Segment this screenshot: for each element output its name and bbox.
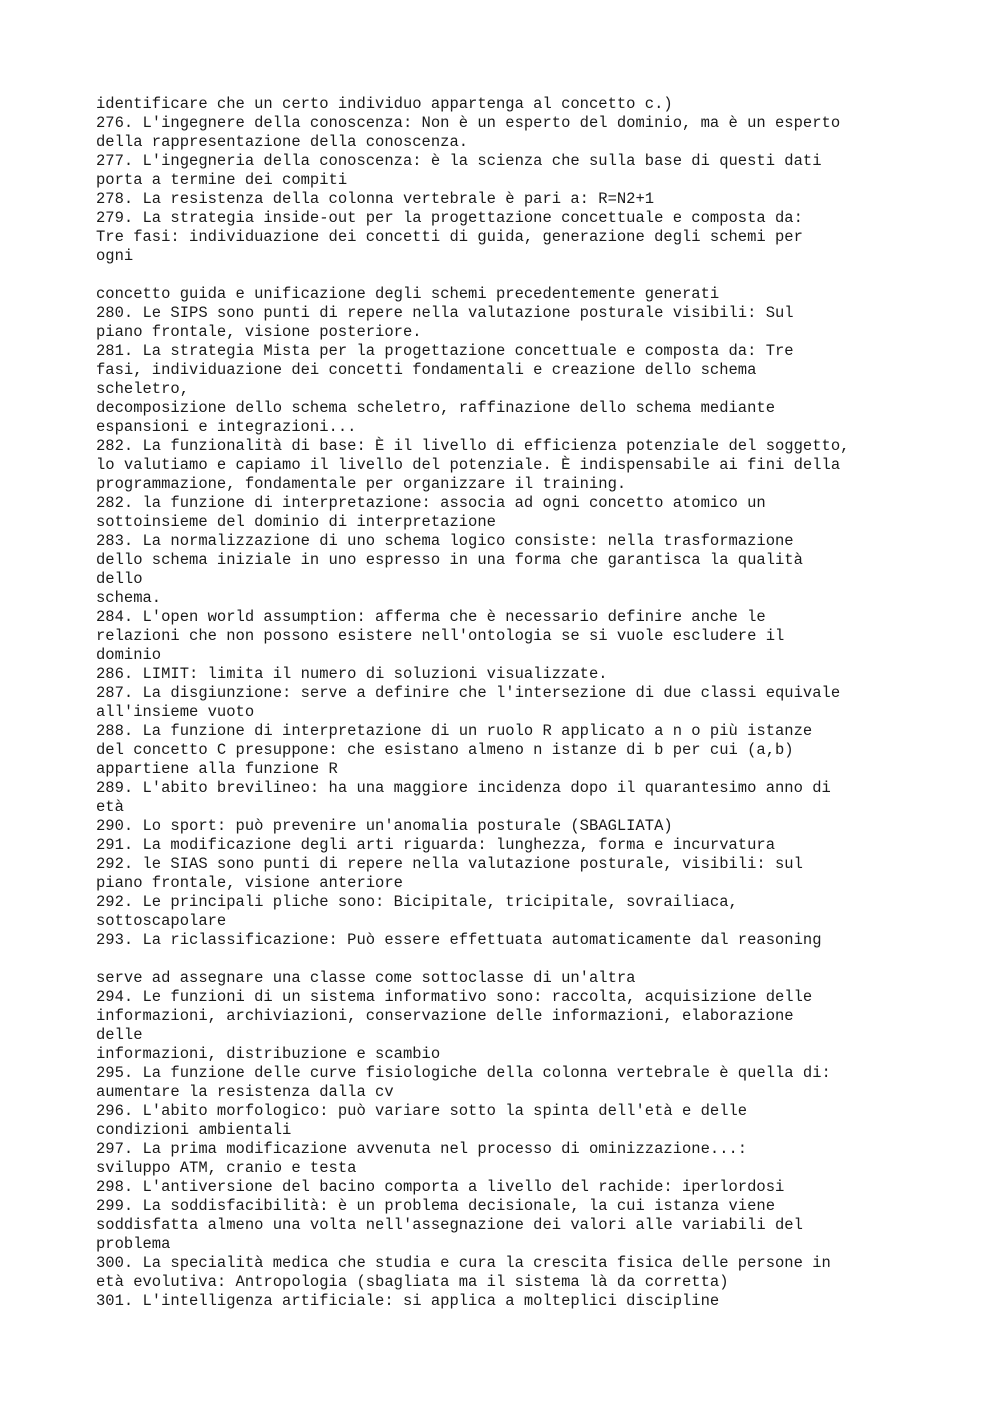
text-line: informazioni, distribuzione e scambio <box>96 1045 441 1063</box>
text-line: 299. La soddisfacibilità: è un problema decisionale, la cui istanza viene <box>96 1197 776 1215</box>
text-line: 286. LIMIT: limita il numero di soluzioni visualizzate. <box>96 665 608 683</box>
text-line: concetto guida e unificazione degli schemi precedentemente generati <box>96 285 720 303</box>
text-line: schema. <box>96 589 162 607</box>
text-line: 293. La riclassificazione: Può essere effettuata automaticamente dal reasoning <box>96 931 822 949</box>
text-line: età evolutiva: Antropologia (sbagliata ma il sistema là da corretta) <box>96 1273 729 1291</box>
text-line: fasi, individuazione dei concetti fondamentali e creazione dello schema <box>96 361 757 379</box>
text-line: della rappresentazione della conoscenza. <box>96 133 469 151</box>
text-line: soddisfatta almeno una volta nell'assegnazione dei valori alle variabili del <box>96 1216 803 1234</box>
text-line: 297. La prima modificazione avvenuta nel processo di ominizzazione...: <box>96 1140 748 1158</box>
text-line: programmazione, fondamentale per organizzare il training. <box>96 475 627 493</box>
text-line: porta a termine dei compiti <box>96 171 348 189</box>
text-line: 298. L'antiversione del bacino comporta a livello del rachide: iperlordosi <box>96 1178 785 1196</box>
text-line: 290. Lo sport: può prevenire un'anomalia posturale (SBAGLIATA) <box>96 817 673 835</box>
text-line: 280. Le SIPS sono punti di repere nella valutazione posturale visibili: Sul <box>96 304 794 322</box>
text-line: dello <box>96 570 143 588</box>
text-line: 277. L'ingegneria della conoscenza: è la scienza che sulla base di questi dati <box>96 152 822 170</box>
text-line: 289. L'abito brevilineo: ha una maggiore incidenza dopo il quarantesimo anno di <box>96 779 831 797</box>
text-line: dello schema iniziale in uno espresso in una forma che garantisca la qualità <box>96 551 803 569</box>
text-line: 276. L'ingegnere della conoscenza: Non è un esperto del dominio, ma è un esperto <box>96 114 841 132</box>
text-line: condizioni ambientali <box>96 1121 292 1139</box>
text-line: 284. L'open world assumption: afferma che è necessario definire anche le <box>96 608 766 626</box>
text-line: problema <box>96 1235 171 1253</box>
text-line: delle <box>96 1026 143 1044</box>
text-line: lo valutiamo e capiamo il livello del potenziale. È indispensabile ai fini della <box>96 456 841 474</box>
text-line: serve ad assegnare una classe come sottoclasse di un'altra <box>96 969 636 987</box>
text-line: 301. L'intelligenza artificiale: si applica a molteplici discipline <box>96 1292 720 1310</box>
text-line: 288. La funzione di interpretazione di un ruolo R applicato a n o più istanze <box>96 722 813 740</box>
text-line: piano frontale, visione anteriore <box>96 874 403 892</box>
text-line: età <box>96 798 124 816</box>
text-line <box>96 950 976 969</box>
text-line: espansioni e integrazioni... <box>96 418 357 436</box>
text-line: sviluppo ATM, cranio e testa <box>96 1159 357 1177</box>
text-line: Tre fasi: individuazione dei concetti di guida, generazione degli schemi per <box>96 228 803 246</box>
text-line: 287. La disgiunzione: serve a definire che l'intersezione di due classi equivale <box>96 684 841 702</box>
text-line: appartiene alla funzione R <box>96 760 338 778</box>
text-line: piano frontale, visione posteriore. <box>96 323 422 341</box>
text-line: sottoinsieme del dominio di interpretazione <box>96 513 496 531</box>
text-line: informazioni, archiviazioni, conservazione delle informazioni, elaborazione <box>96 1007 794 1025</box>
text-line: 279. La strategia inside-out per la progettazione concettuale e composta da: <box>96 209 803 227</box>
text-line: relazioni che non possono esistere nell'ontologia se si vuole escludere il <box>96 627 785 645</box>
text-line: 292. Le principali pliche sono: Bicipitale, tricipitale, sovrailiaca, <box>96 893 738 911</box>
text-line: 291. La modificazione degli arti riguarda: lunghezza, forma e incurvatura <box>96 836 776 854</box>
text-line: dominio <box>96 646 162 664</box>
text-line: 278. La resistenza della colonna vertebrale è pari a: R=N2+1 <box>96 190 655 208</box>
text-line: 282. la funzione di interpretazione: associa ad ogni concetto atomico un <box>96 494 766 512</box>
text-line: identificare che un certo individuo appartenga al concetto c.) <box>96 95 673 113</box>
document-text <box>96 95 976 1311</box>
text-line: all'insieme vuoto <box>96 703 255 721</box>
text-line: scheletro, <box>96 380 190 398</box>
text-line: decomposizione dello schema scheletro, raffinazione dello schema mediante <box>96 399 776 417</box>
text-line: aumentare la resistenza dalla cv <box>96 1083 394 1101</box>
text-line: 300. La specialità medica che studia e cura la crescita fisica delle persone in <box>96 1254 831 1272</box>
text-line: 295. La funzione delle curve fisiologiche della colonna vertebrale è quella di: <box>96 1064 831 1082</box>
text-line: 296. L'abito morfologico: può variare sotto la spinta dell'età e delle <box>96 1102 748 1120</box>
text-line: del concetto C presuppone: che esistano almeno n istanze di b per cui (a,b) <box>96 741 794 759</box>
text-line: 294. Le funzioni di un sistema informativo sono: raccolta, acquisizione delle <box>96 988 813 1006</box>
text-line: ogni <box>96 247 134 265</box>
text-line <box>96 266 976 285</box>
text-line: 281. La strategia Mista per la progettazione concettuale e composta da: Tre <box>96 342 794 360</box>
text-line: sottoscapolare <box>96 912 227 930</box>
text-line: 282. La funzionalità di base: È il livello di efficienza potenziale del soggetto, <box>96 437 850 455</box>
text-line: 292. le SIAS sono punti di repere nella valutazione posturale, visibili: sul <box>96 855 803 873</box>
text-line: 283. La normalizzazione di uno schema logico consiste: nella trasformazione <box>96 532 794 550</box>
